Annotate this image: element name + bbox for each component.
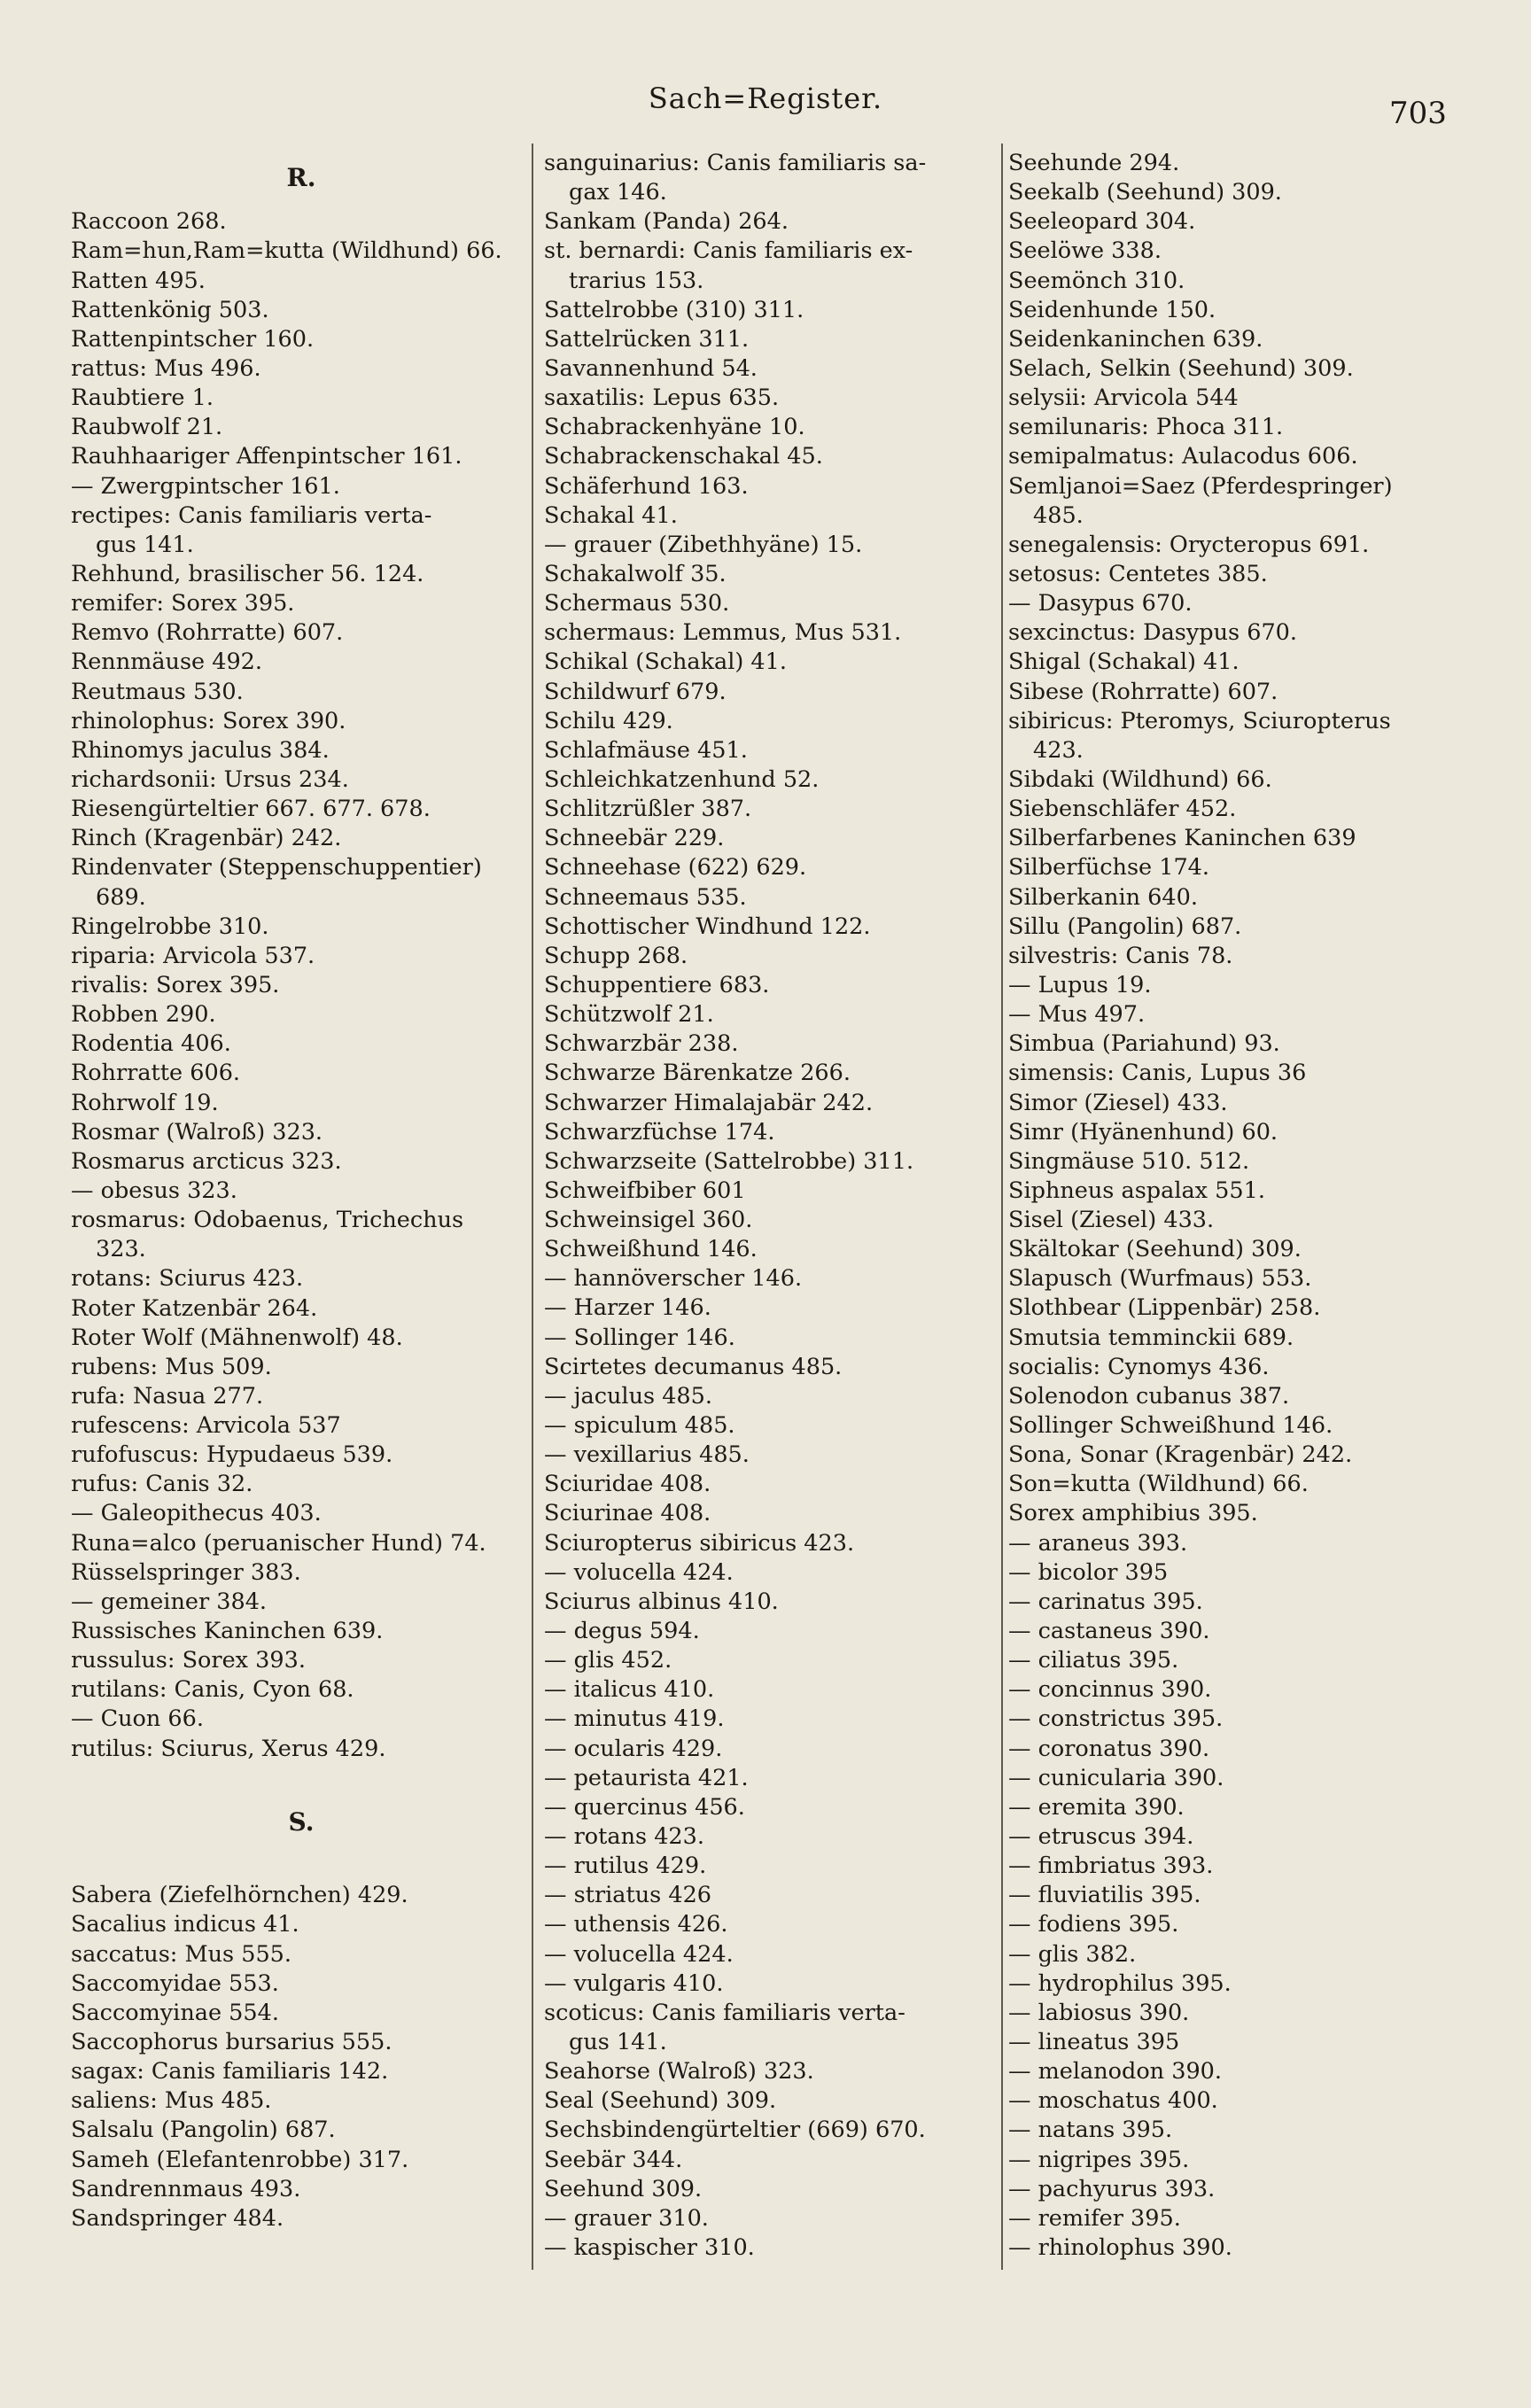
index-entry: Schwarzfüchse 174. — [544, 1118, 775, 1146]
index-entry: Rattenpintscher 160. — [71, 325, 315, 353]
index-entry: Silberfüchse 174. — [1008, 854, 1210, 882]
index-entry: Sorex amphibius 395. — [1008, 1500, 1258, 1527]
index-entry: Seehunde 294. — [1008, 150, 1180, 176]
index-entry: Schupp 268. — [544, 942, 688, 969]
index-entry-continuation: gus 141. — [96, 531, 194, 558]
index-entry: Sacalius indicus 41. — [71, 1911, 299, 1938]
index-entry: — fluviatilis 395. — [1008, 1882, 1201, 1909]
index-entry: Rodentia 406. — [71, 1030, 231, 1058]
index-entry: Seeleopard 304. — [1008, 208, 1196, 236]
index-entry: Simor (Ziesel) 433. — [1008, 1089, 1228, 1116]
index-entry: senegalensis: Orycteropus 691. — [1008, 531, 1370, 558]
index-entry: remifer: Sorex 395. — [71, 590, 295, 618]
index-entry: Ringelrobbe 310. — [71, 913, 269, 940]
index-entry: Rehhund, brasilischer 56. 124. — [71, 560, 424, 587]
index-entry: — hydrophilus 395. — [1008, 1969, 1232, 1997]
index-entry: Schlitzrüßler 387. — [544, 796, 752, 823]
index-entry: — etruscus 394. — [1008, 1823, 1194, 1851]
index-entry: Rhinomys jaculus 384. — [71, 736, 330, 764]
index-entry-continuation: 689. — [96, 883, 146, 911]
index-entry: — obesus 323. — [71, 1177, 237, 1204]
index-entry: setosus: Centetes 385. — [1008, 560, 1268, 587]
index-entry: Riesengürteltier 667. 677. 678. — [71, 796, 431, 823]
index-entry: Schneehase (622) 629. — [544, 854, 807, 882]
index-entry: Sankam (Panda) 264. — [544, 208, 789, 236]
index-entry: Schlafmäuse 451. — [544, 736, 748, 764]
index-entry: Solenodon cubanus 387. — [1008, 1382, 1290, 1410]
index-entry: socialis: Cynomys 436. — [1008, 1353, 1270, 1380]
index-entry: — Sollinger 146. — [544, 1324, 735, 1351]
index-column-1 — [71, 149, 532, 2233]
index-entry: rotans: Sciurus 423. — [71, 1265, 304, 1293]
index-entry: Rüsselspringer 383. — [71, 1558, 301, 1586]
index-entry: — minutus 419. — [544, 1705, 725, 1733]
index-entry: riparia: Arvicola 537. — [71, 942, 315, 969]
index-entry: — gemeiner 384. — [71, 1588, 268, 1615]
index-entry: sibiricus: Pteromys, Sciuropterus — [1008, 707, 1391, 734]
index-entry: rubens: Mus 509. — [71, 1353, 272, 1380]
index-entry: Schwarzer Himalajabär 242. — [544, 1089, 874, 1116]
index-entry: — ocularis 429. — [544, 1735, 723, 1762]
index-entry: — kaspischer 310. — [544, 2233, 755, 2261]
index-entry: Schildwurf 679. — [544, 678, 727, 705]
index-entry: Roter Wolf (Mähnenwolf) 48. — [71, 1324, 403, 1351]
index-entry: Son=kutta (Wildhund) 66. — [1008, 1471, 1309, 1498]
index-entry: Runa=alco (peruanischer Hund) 74. — [71, 1529, 486, 1557]
index-entry: — hannöverscher 146. — [544, 1265, 803, 1293]
index-entry: — pachyurus 393. — [1008, 2175, 1216, 2202]
index-entry: Schilu 429. — [544, 707, 673, 734]
index-entry: Skältokar (Seehund) 309. — [1008, 1236, 1302, 1263]
index-entry: Schneemaus 535. — [544, 883, 747, 911]
index-entry: Sattelrücken 311. — [544, 325, 750, 353]
index-entry: Semljanoi=Saez (Pferdespringer) — [1008, 472, 1393, 500]
index-entry: Silberfarbenes Kaninchen 639 — [1008, 825, 1356, 852]
index-entry: Rohrratte 606. — [71, 1060, 241, 1087]
index-entry: Seidenkaninchen 639. — [1008, 325, 1263, 353]
index-entry: — ciliatus 395. — [1008, 1647, 1179, 1674]
index-entry: saccatus: Mus 555. — [71, 1940, 292, 1968]
index-entry: — araneus 393. — [1008, 1529, 1188, 1557]
index-entry: rufus: Canis 32. — [71, 1471, 253, 1498]
index-entry: semipalmatus: Aulacodus 606. — [1008, 443, 1358, 470]
index-entry: Sillu (Pangolin) 687. — [1008, 913, 1242, 940]
blank-line — [71, 1852, 532, 1881]
index-column-2 — [544, 149, 985, 2263]
index-entry: — Dasypus 670. — [1008, 590, 1193, 618]
index-entry: russulus: Sorex 393. — [71, 1647, 306, 1674]
page-number: 703 — [1389, 96, 1447, 131]
index-entry: Siphneus aspalax 551. — [1008, 1177, 1265, 1204]
index-entry: richardsonii: Ursus 234. — [71, 765, 349, 793]
index-entry: — glis 452. — [544, 1647, 672, 1674]
index-entry: Schakalwolf 35. — [544, 560, 727, 587]
index-entry: Robben 290. — [71, 1001, 216, 1029]
index-entry: Seal (Seehund) 309. — [544, 2087, 777, 2115]
index-entry: Sciurinae 408. — [544, 1500, 711, 1527]
index-entry: Rosmar (Walroß) 323. — [71, 1118, 323, 1146]
index-entry: rattus: Mus 496. — [71, 355, 261, 382]
index-entry: — lineatus 395 — [1008, 2029, 1180, 2055]
index-entry: Schweißhund 146. — [544, 1236, 758, 1263]
index-entry: Ratten 495. — [71, 267, 206, 294]
index-entry: Schweifbiber 601 — [544, 1177, 746, 1204]
index-entry: Schakal 41. — [544, 501, 678, 529]
index-entry: — moschatus 400. — [1008, 2087, 1218, 2115]
index-entry: — volucella 424. — [544, 1940, 734, 1968]
section-letter-heading: S. — [288, 1806, 315, 1837]
index-entry: Schleichkatzenhund 52. — [544, 765, 820, 793]
index-entry: — volucella 424. — [544, 1558, 734, 1586]
index-entry: silvestris: Canis 78. — [1008, 942, 1233, 969]
index-entry: rutilus: Sciurus, Xerus 429. — [71, 1735, 386, 1762]
index-entry: Schwarze Bärenkatze 266. — [544, 1060, 851, 1087]
index-entry-continuation: gus 141. — [569, 2029, 667, 2055]
index-entry: — rhinolophus 390. — [1008, 2233, 1232, 2261]
index-column-3 — [1008, 149, 1469, 2263]
index-entry: Schwarzbär 238. — [544, 1030, 739, 1058]
index-entry: rectipes: Canis familiaris verta- — [71, 501, 432, 529]
index-entry: Schikal (Schakal) 41. — [544, 649, 787, 676]
index-entry-continuation: trarius 153. — [569, 267, 704, 294]
index-entry: rufofuscus: Hypudaeus 539. — [71, 1441, 393, 1469]
index-entry: Schabrackenhyäne 10. — [544, 414, 805, 441]
index-entry: — quercinus 456. — [544, 1793, 745, 1821]
index-entry: Sabera (Ziefelhörnchen) 429. — [71, 1882, 408, 1909]
index-entry: Sibese (Rohrratte) 607. — [1008, 678, 1278, 705]
index-entry: — concinnus 390. — [1008, 1676, 1212, 1704]
index-entry: — nigripes 395. — [1008, 2146, 1190, 2173]
index-entry-continuation: 323. — [96, 1236, 146, 1263]
index-entry: Sciuridae 408. — [544, 1471, 711, 1498]
index-entry: Sollinger Schweißhund 146. — [1008, 1412, 1333, 1440]
index-entry: — bicolor 395 — [1008, 1558, 1169, 1586]
index-entry: Sciurus albinus 410. — [544, 1588, 779, 1615]
index-entry: Selach, Selkin (Seehund) 309. — [1008, 354, 1354, 382]
index-entry: Shigal (Schakal) 41. — [1008, 649, 1240, 676]
index-entry: Seebär 344. — [544, 2146, 683, 2173]
index-entry: selysii: Arvicola 544 — [1008, 385, 1239, 412]
index-entry: — castaneus 390. — [1008, 1618, 1210, 1645]
index-entry: Sciuropterus sibiricus 423. — [544, 1529, 855, 1557]
index-entry: sagax: Canis familiaris 142. — [71, 2058, 389, 2086]
index-entry: rosmarus: Odobaenus, Trichechus — [71, 1207, 464, 1234]
index-entry-continuation: 485. — [1033, 501, 1084, 529]
index-entry: semilunaris: Phoca 311. — [1008, 414, 1284, 441]
index-entry-continuation: 423. — [1033, 736, 1084, 764]
index-entry: Sona, Sonar (Kragenbär) 242. — [1008, 1441, 1353, 1469]
section-letter-heading: R. — [286, 163, 316, 192]
index-entry: Seemönch 310. — [1008, 267, 1185, 294]
index-entry: Saccomyidae 553. — [71, 1969, 279, 1997]
running-head: Sach=Register. — [648, 82, 883, 115]
index-entry: Raubwolf 21. — [71, 414, 223, 441]
index-entry: Seelöwe 338. — [1008, 237, 1162, 265]
index-entry: — jaculus 485. — [544, 1382, 712, 1410]
index-entry: — fodiens 395. — [1008, 1911, 1179, 1938]
index-entry: Simbua (Pariahund) 93. — [1008, 1030, 1280, 1058]
index-entry: rufescens: Arvicola 537 — [71, 1412, 341, 1440]
index-entry: Schottischer Windhund 122. — [544, 913, 871, 940]
index-entry: Siebenschläfer 452. — [1008, 796, 1237, 823]
index-entry: — grauer 310. — [544, 2204, 709, 2232]
index-entry: Remvo (Rohrratte) 607. — [71, 619, 344, 647]
index-entry: simensis: Canis, Lupus 36 — [1008, 1060, 1307, 1087]
index-entry: scoticus: Canis familiaris verta- — [544, 1999, 905, 2026]
index-entry: Raubtiere 1. — [71, 385, 214, 412]
index-entry: Rohrwolf 19. — [71, 1089, 219, 1116]
index-entry: — Mus 497. — [1008, 1001, 1146, 1029]
index-entry: Rennmäuse 492. — [71, 649, 263, 676]
index-entry-continuation: gax 146. — [569, 179, 667, 206]
index-entry: Schwarzseite (Sattelrobbe) 311. — [544, 1147, 914, 1175]
index-entry: rhinolophus: Sorex 390. — [71, 707, 346, 734]
index-entry: Scirtetes decumanus 485. — [544, 1353, 843, 1380]
index-entry: — constrictus 395. — [1008, 1705, 1224, 1733]
index-entry: — eremita 390. — [1008, 1793, 1185, 1821]
index-entry: — italicus 410. — [544, 1676, 715, 1704]
index-entry: — spiculum 485. — [544, 1412, 735, 1440]
index-entry: Russisches Kaninchen 639. — [71, 1618, 384, 1645]
index-entry: — remifer 395. — [1008, 2204, 1181, 2232]
index-entry: Schneebär 229. — [544, 825, 725, 852]
index-entry: Simr (Hyänenhund) 60. — [1008, 1118, 1278, 1146]
column-rule — [1001, 144, 1003, 2270]
index-entry: Schützwolf 21. — [544, 1001, 714, 1029]
index-entry: Sandrennmaus 493. — [71, 2175, 301, 2202]
index-entry: — carinatus 395. — [1008, 1588, 1203, 1615]
index-entry: — vexillarius 485. — [544, 1441, 750, 1469]
index-entry: — cunicularia 390. — [1008, 1764, 1224, 1791]
index-entry: schermaus: Lemmus, Mus 531. — [544, 619, 902, 647]
index-entry: — degus 594. — [544, 1618, 700, 1645]
index-entry: Raccoon 268. — [71, 208, 227, 236]
index-entry: Rosmarus arcticus 323. — [71, 1147, 342, 1175]
index-entry: — rotans 423. — [544, 1823, 704, 1851]
index-entry: Schuppentiere 683. — [544, 971, 770, 998]
index-entry: Slothbear (Lippenbär) 258. — [1008, 1294, 1321, 1322]
index-entry: sanguinarius: Canis familiaris sa- — [544, 150, 927, 176]
index-entry: Reutmaus 530. — [71, 678, 244, 705]
index-entry: Saccophorus bursarius 555. — [71, 2029, 392, 2056]
index-entry: Ram=hun,Ram=kutta (Wildhund) 66. — [71, 237, 502, 265]
index-entry: — grauer (Zibethhyäne) 15. — [544, 531, 863, 558]
index-entry: Seidenhunde 150. — [1008, 296, 1216, 323]
index-entry: Rindenvater (Steppenschuppentier) — [71, 854, 482, 882]
index-entry: — melanodon 390. — [1008, 2058, 1222, 2086]
index-entry: — Zwergpintscher 161. — [71, 472, 340, 500]
blank-line — [71, 1764, 532, 1793]
column-rule — [532, 144, 533, 2270]
index-entry: rivalis: Sorex 395. — [71, 971, 280, 998]
index-entry: — Lupus 19. — [1008, 971, 1152, 998]
index-entry: — coronatus 390. — [1008, 1735, 1210, 1762]
index-entry: — Harzer 146. — [544, 1294, 711, 1322]
index-entry: — Cuon 66. — [71, 1705, 204, 1733]
index-entry: Sameh (Elefantenrobbe) 317. — [71, 2146, 409, 2173]
index-entry: Savannenhund 54. — [544, 354, 758, 382]
index-entry: — Galeopithecus 403. — [71, 1500, 322, 1527]
index-entry: Schweinsigel 360. — [544, 1207, 753, 1234]
index-entry: Seahorse (Walroß) 323. — [544, 2058, 814, 2086]
index-entry: Smutsia temminckii 689. — [1008, 1324, 1294, 1351]
index-entry: — rutilus 429. — [544, 1853, 707, 1880]
index-entry: rufa: Nasua 277. — [71, 1382, 264, 1410]
index-entry: Sisel (Ziesel) 433. — [1008, 1207, 1215, 1234]
index-entry: Sechsbindengürteltier (669) 670. — [544, 2117, 926, 2144]
index-entry: sexcinctus: Dasypus 670. — [1008, 619, 1298, 647]
index-entry: — labiosus 390. — [1008, 1999, 1190, 2026]
index-entry: Seehund 309. — [544, 2175, 703, 2202]
index-entry: Schäferhund 163. — [544, 472, 749, 500]
index-entry: Seekalb (Seehund) 309. — [1008, 179, 1282, 206]
index-entry: Slapusch (Wurfmaus) 553. — [1008, 1265, 1312, 1293]
index-entry: — glis 382. — [1008, 1940, 1137, 1968]
index-entry: — natans 395. — [1008, 2117, 1173, 2144]
index-entry: Saccomyinae 554. — [71, 1999, 279, 2026]
index-entry: Silberkanin 640. — [1008, 883, 1198, 911]
index-entry: Singmäuse 510. 512. — [1008, 1147, 1250, 1175]
index-entry: — fimbriatus 393. — [1008, 1853, 1214, 1880]
index-entry: — vulgaris 410. — [544, 1969, 724, 1997]
index-entry: Sattelrobbe (310) 311. — [544, 296, 804, 323]
index-entry: saxatilis: Lepus 635. — [544, 385, 780, 412]
index-entry: Schabrackenschakal 45. — [544, 443, 823, 470]
index-entry: — petaurista 421. — [544, 1764, 749, 1791]
index-entry: — striatus 426 — [544, 1882, 712, 1909]
index-entry: Rauhhaariger Affenpintscher 161. — [71, 443, 462, 470]
index-entry: Rinch (Kragenbär) 242. — [71, 825, 342, 852]
index-entry: Roter Katzenbär 264. — [71, 1294, 318, 1322]
index-entry: saliens: Mus 485. — [71, 2087, 272, 2115]
index-entry: rutilans: Canis, Cyon 68. — [71, 1676, 354, 1704]
index-entry: Rattenkönig 503. — [71, 296, 269, 323]
index-entry: Sibdaki (Wildhund) 66. — [1008, 765, 1272, 793]
index-entry: Schermaus 530. — [544, 590, 730, 618]
index-entry: st. bernardi: Canis familiaris ex- — [544, 237, 913, 265]
index-entry: — uthensis 426. — [544, 1911, 728, 1938]
index-entry: Salsalu (Pangolin) 687. — [71, 2117, 336, 2144]
index-entry: Sandspringer 484. — [71, 2204, 284, 2232]
